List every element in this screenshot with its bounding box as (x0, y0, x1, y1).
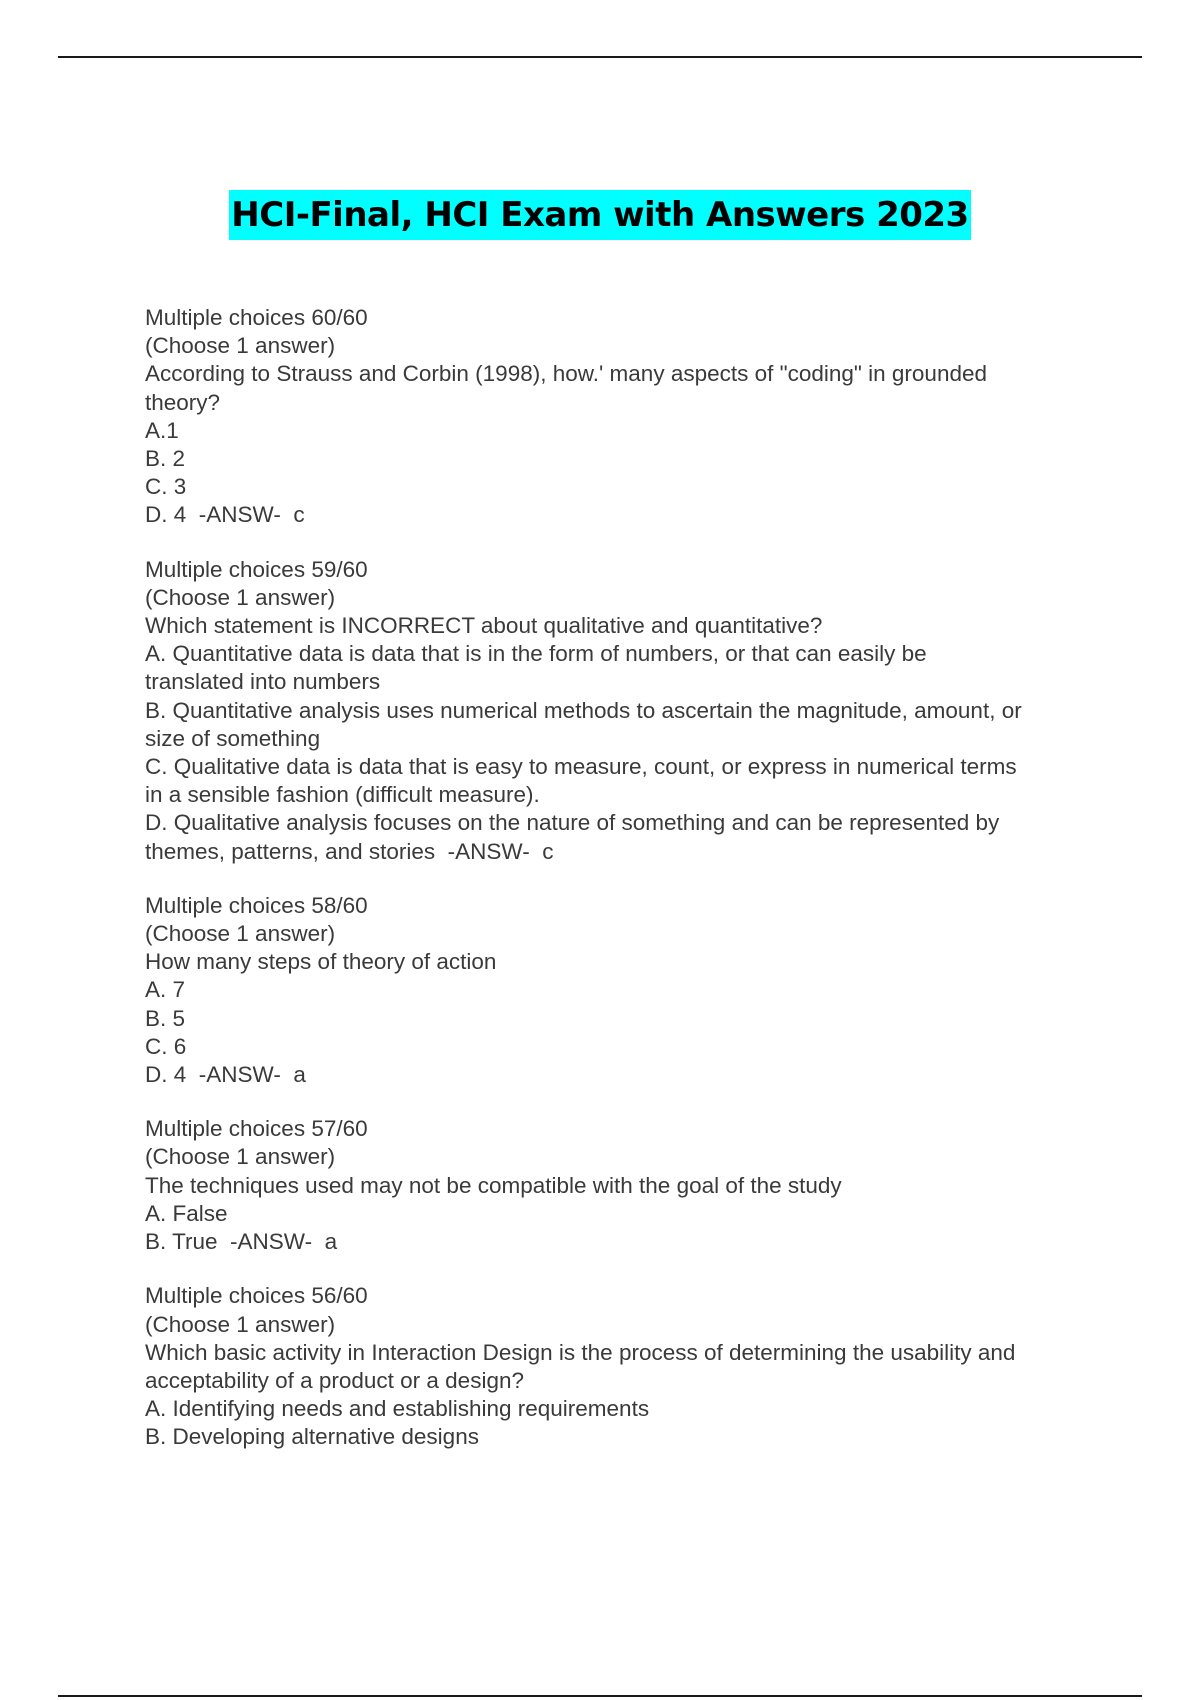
question-instruction: (Choose 1 answer) (145, 584, 336, 610)
question-text-line: B. Developing alternative designs (145, 1424, 479, 1450)
question-text-line: Which statement is INCORRECT about qualitative and quantitative? (145, 613, 823, 639)
document-title: HCI-Final, HCI Exam with Answers 2023 (229, 190, 970, 240)
question-block (145, 556, 1095, 866)
question-text-line: A. 7 (145, 977, 186, 1003)
question-header: Multiple choices 57/60 (145, 1116, 368, 1142)
question-header: Multiple choices 56/60 (145, 1283, 368, 1309)
question-block (145, 304, 1095, 530)
question-text-line: The techniques used may not be compatible with the goal of the study (145, 1172, 842, 1198)
question-text-line: A. False (145, 1200, 228, 1226)
question-text-line: A. Identifying needs and establishing requirements (145, 1396, 650, 1422)
question-text-line: B. Quantitative analysis uses numerical methods to ascertain the magnitude, amount, or (145, 697, 1022, 723)
question-text-line: translated into numbers (145, 669, 381, 695)
question-text-line: size of something (145, 725, 321, 751)
question-text-line: in a sensible fashion (difficult measure). (145, 782, 540, 808)
question-text-line: acceptability of a product or a design? (145, 1367, 524, 1393)
question-instruction: (Choose 1 answer) (145, 1144, 336, 1170)
question-text-line: B. 2 (145, 446, 186, 472)
question-block (145, 1282, 1095, 1451)
title-container (0, 190, 1200, 240)
question-text-line: B. 5 (145, 1005, 186, 1031)
question-text-line: Which basic activity in Interaction Design is the process of determining the usability and (145, 1339, 1016, 1365)
question-header: Multiple choices 60/60 (145, 305, 368, 330)
question-block (145, 892, 1095, 1089)
question-text-line: D. Qualitative analysis focuses on the nature of something and can be represented by (145, 810, 1000, 836)
question-text-line: How many steps of theory of action (145, 949, 497, 975)
question-instruction: (Choose 1 answer) (145, 333, 336, 359)
question-text-line: A.1 (145, 417, 179, 443)
question-instruction: (Choose 1 answer) (145, 921, 336, 947)
question-text-line: themes, patterns, and stories -ANSW- c (145, 838, 554, 864)
question-instruction: (Choose 1 answer) (145, 1311, 336, 1337)
question-text-line: C. 6 (145, 1033, 187, 1059)
question-header: Multiple choices 59/60 (145, 556, 368, 582)
top-divider (58, 56, 1142, 58)
question-text-line: theory? (145, 389, 221, 415)
bottom-divider (58, 1695, 1142, 1697)
question-text-line: B. True -ANSW- a (145, 1229, 338, 1255)
question-list (145, 304, 1095, 1478)
question-text-line: C. Qualitative data is data that is easy to measure, count, or express in numerical terms (145, 754, 1017, 780)
question-text-line: D. 4 -ANSW- c (145, 502, 305, 528)
question-header: Multiple choices 58/60 (145, 892, 368, 918)
question-block (145, 1115, 1095, 1256)
question-text-line: D. 4 -ANSW- a (145, 1062, 306, 1088)
question-text-line: C. 3 (145, 474, 187, 500)
question-text-line: A. Quantitative data is data that is in the form of numbers, or that can easily be (145, 641, 927, 667)
question-text-line: According to Strauss and Corbin (1998), how.' many aspects of "coding" in grounded (145, 361, 988, 387)
